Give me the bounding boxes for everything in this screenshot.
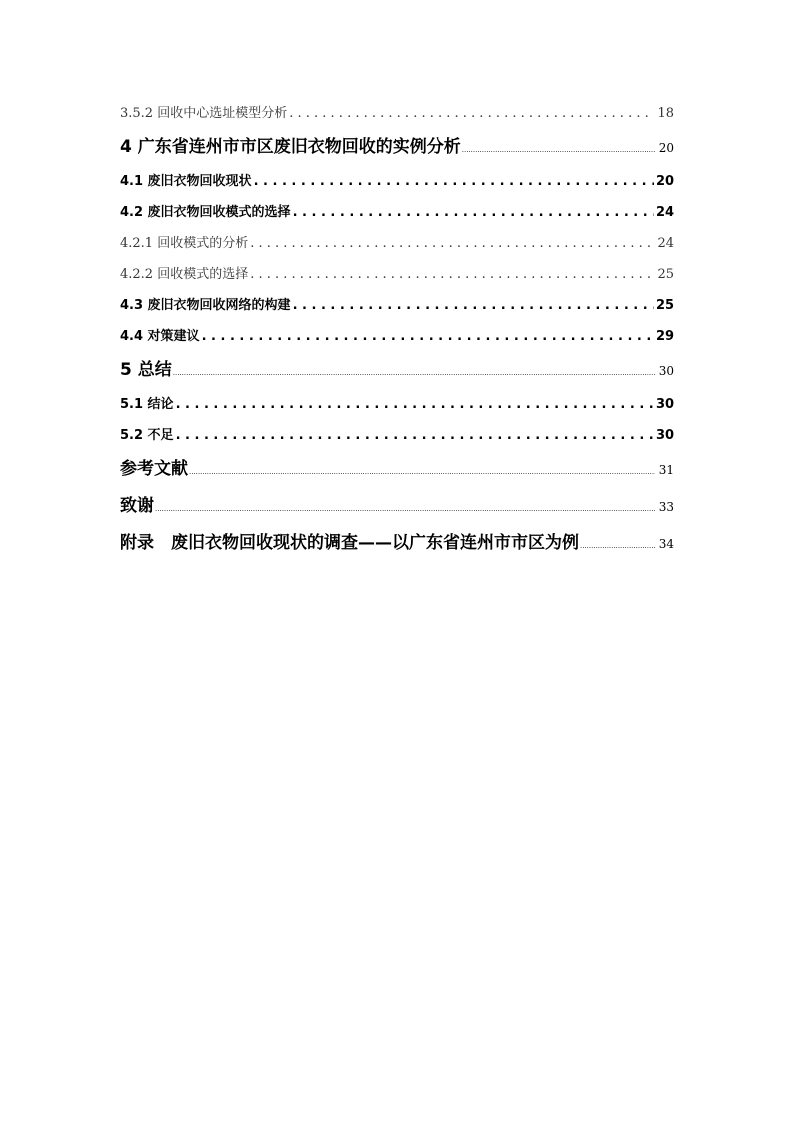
toc-entry-title: 4.1 废旧衣物回收现状	[120, 174, 252, 189]
toc-leader-dots	[462, 132, 655, 169]
toc-entry-page: 24	[657, 236, 674, 251]
toc-entry-title: 4.2.2 回收模式的选择	[120, 267, 249, 282]
toc-entry-page: 34	[658, 537, 674, 551]
toc-entry-4-1[interactable]	[120, 166, 674, 197]
toc-entry-page: 30	[656, 397, 675, 412]
toc-entry-4-2[interactable]	[120, 197, 674, 228]
toc-entry-page: 24	[656, 205, 675, 220]
toc-leader-dots	[250, 259, 654, 290]
toc-entry-appendix[interactable]	[120, 525, 674, 562]
toc-entry-title: 5.1 结论	[120, 397, 174, 412]
toc-entry-4-2-2[interactable]	[120, 259, 674, 290]
toc-leader-dots	[580, 528, 655, 565]
toc-entry-4-3[interactable]	[120, 290, 674, 321]
toc-entry-chapter-5[interactable]	[120, 352, 674, 389]
toc-entry-page: 25	[656, 298, 675, 313]
toc-leader-dots	[289, 98, 654, 129]
toc-entry-page: 20	[658, 141, 674, 155]
toc-entry-5-2[interactable]	[120, 420, 674, 451]
toc-entry-title: 3.5.2 回收中心选址模型分析	[120, 106, 288, 121]
toc-entry-page: 30	[656, 428, 675, 443]
toc-entry-page: 33	[658, 500, 674, 514]
toc-entry-page: 30	[658, 364, 674, 378]
toc-leader-dots	[254, 166, 654, 197]
toc-entry-title: 5.2 不足	[120, 428, 174, 443]
toc-entry-page: 20	[656, 174, 675, 189]
toc-entry-page: 18	[657, 106, 674, 121]
toc-entry-references[interactable]	[120, 451, 674, 488]
toc-entry-title: 致谢	[120, 496, 154, 516]
toc-leader-dots	[173, 355, 655, 392]
toc-entry-4-4[interactable]	[120, 321, 674, 352]
toc-entry-title: 参考文献	[120, 459, 188, 479]
toc-entry-5-1[interactable]	[120, 389, 674, 420]
toc-entry-title: 4.2.1 回收模式的分析	[120, 236, 249, 251]
toc-leader-dots	[189, 454, 655, 491]
toc-leader-dots	[250, 228, 654, 259]
toc-leader-dots	[293, 197, 654, 228]
toc-entry-title: 附录 废旧衣物回收现状的调查——以广东省连州市市区为例	[120, 533, 579, 553]
toc-entry-3-5-2[interactable]	[120, 98, 674, 129]
toc-entry-4-2-1[interactable]	[120, 228, 674, 259]
toc-leader-dots	[176, 389, 654, 420]
toc-entry-page: 31	[658, 463, 674, 477]
toc-entry-title: 4 广东省连州市市区废旧衣物回收的实例分析	[120, 137, 461, 157]
toc-entry-page: 25	[657, 267, 674, 282]
toc-entry-title: 4.4 对策建议	[120, 329, 200, 344]
toc-entry-chapter-4[interactable]	[120, 129, 674, 166]
toc-entry-page: 29	[656, 329, 675, 344]
toc-entry-title: 4.2 废旧衣物回收模式的选择	[120, 205, 291, 220]
toc-leader-dots	[293, 290, 654, 321]
toc-leader-dots	[155, 491, 655, 528]
table-of-contents	[120, 98, 674, 562]
toc-entry-title: 4.3 废旧衣物回收网络的构建	[120, 298, 291, 313]
toc-entry-title: 5 总结	[120, 360, 172, 380]
toc-leader-dots	[176, 420, 654, 451]
toc-entry-acknowledgements[interactable]	[120, 488, 674, 525]
toc-leader-dots	[202, 321, 654, 352]
